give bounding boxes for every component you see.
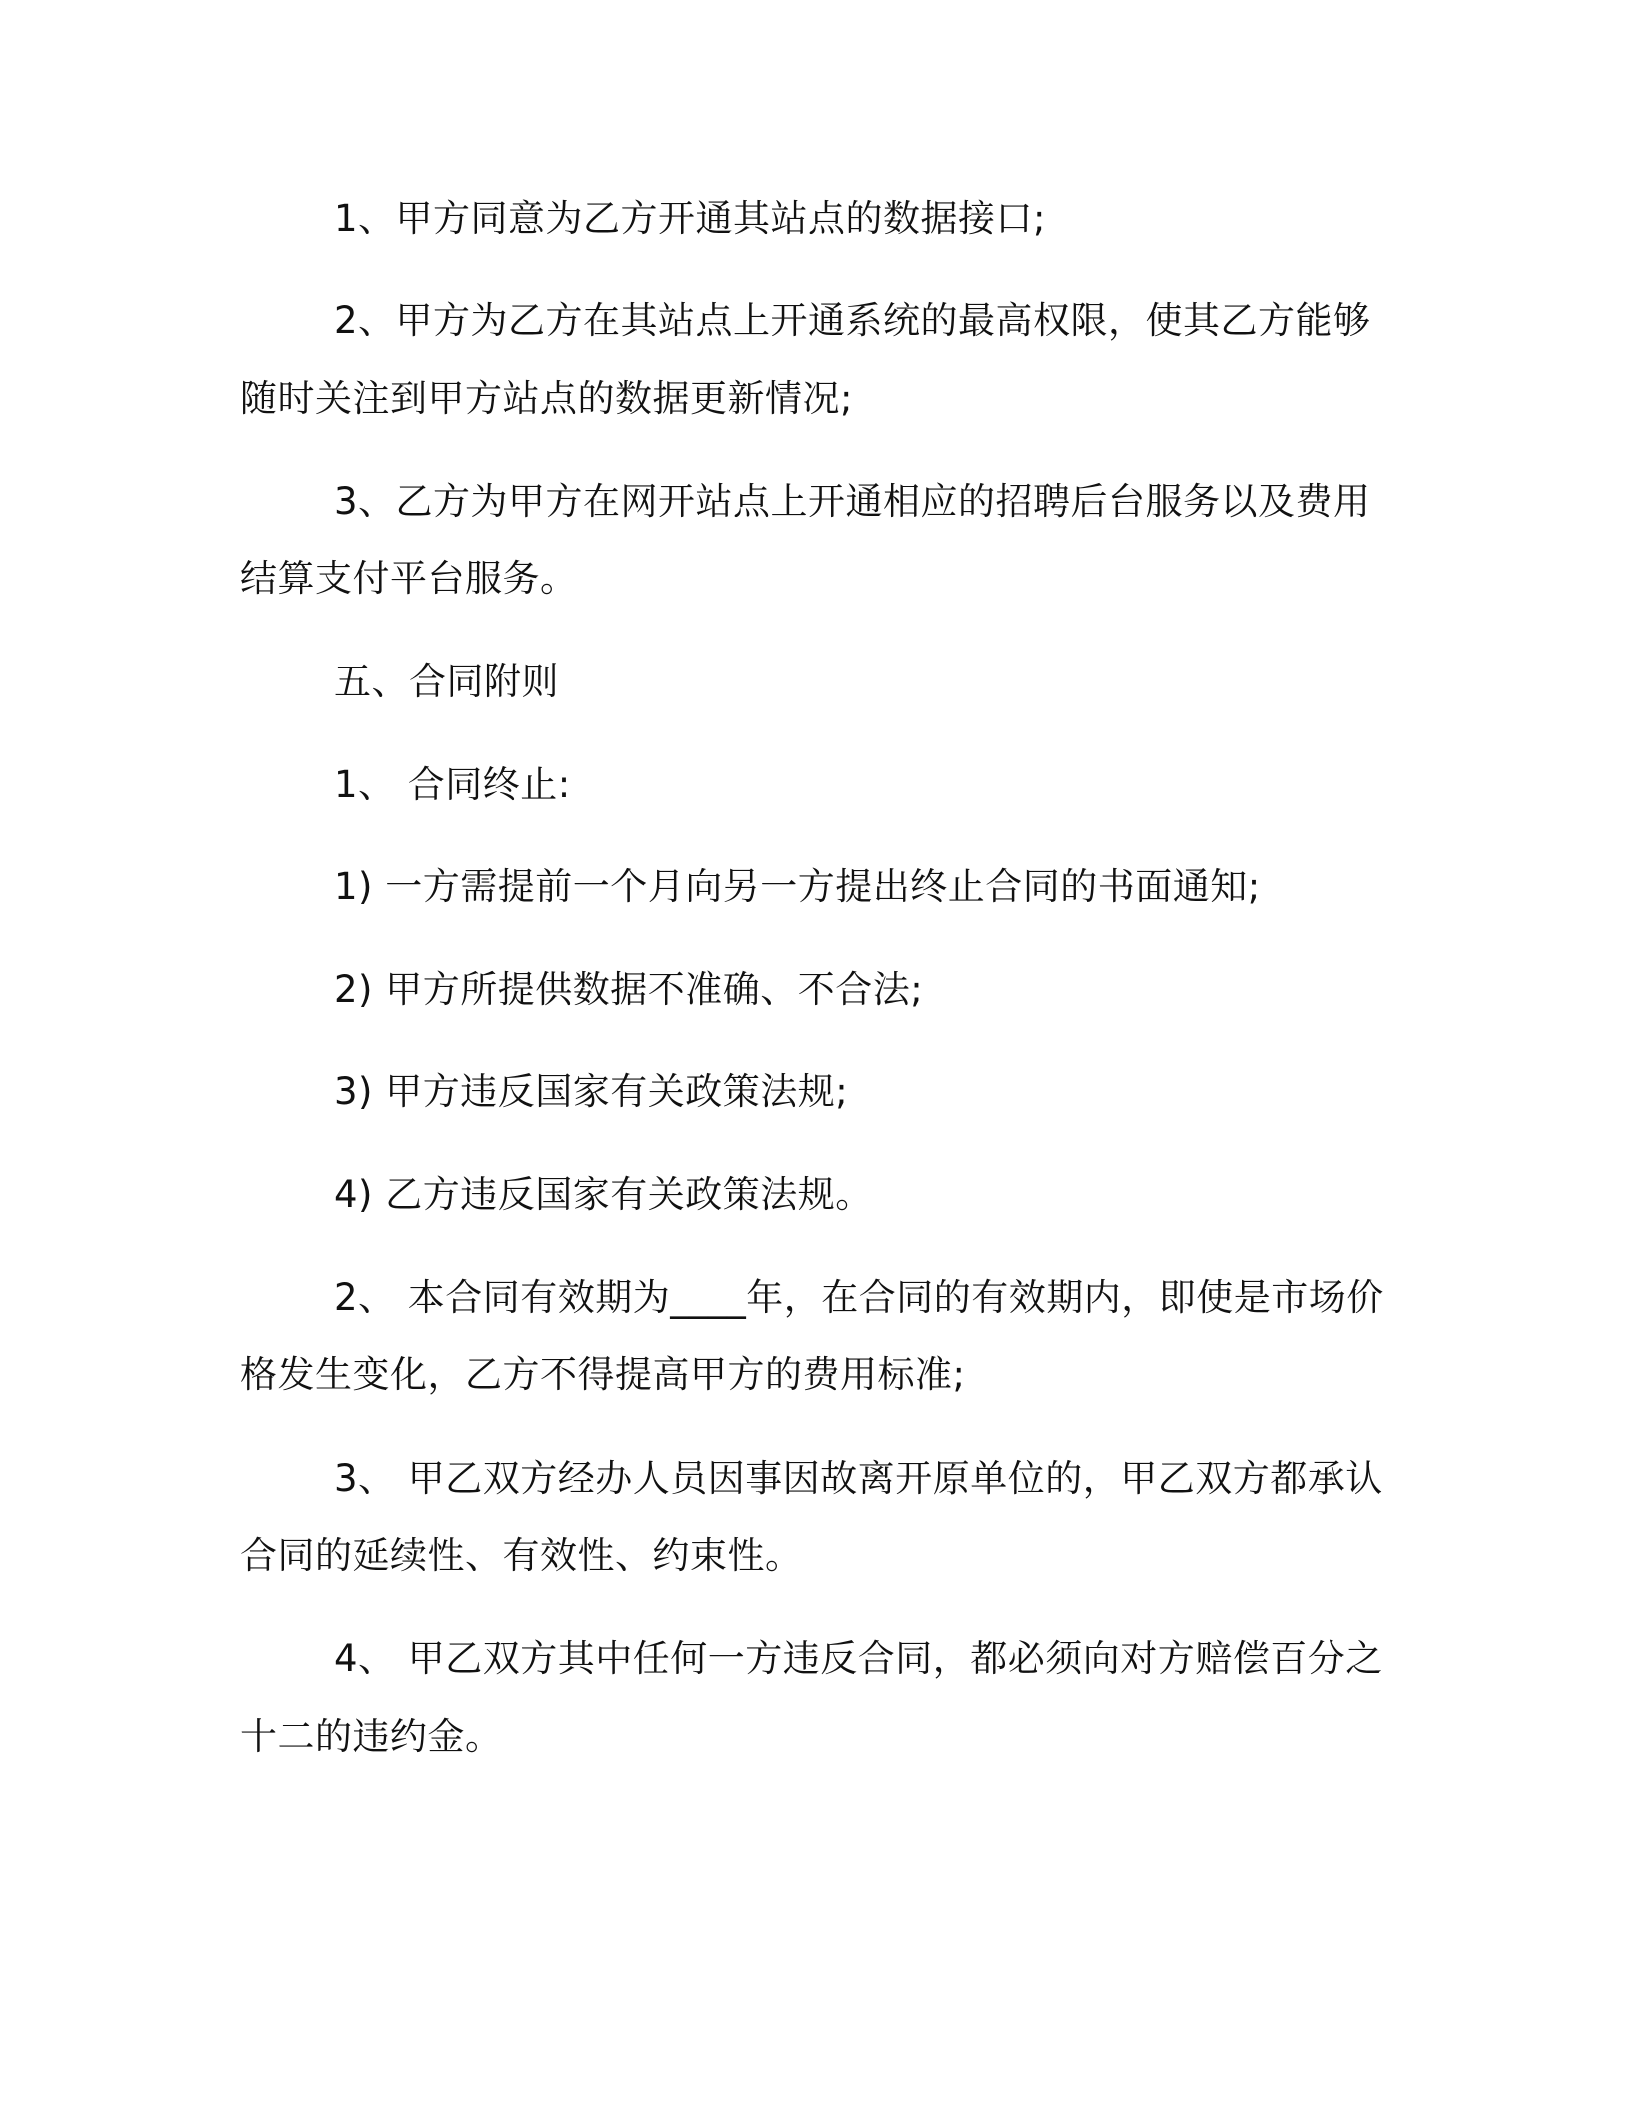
clause-item-3: 3、乙方为甲方在网开站点上开通相应的招聘后台服务以及费用 — [334, 480, 1371, 523]
termination-item-2: 2) 甲方所提供数据不准确、不合法; — [334, 968, 924, 1011]
clause-validity: 2、 本合同有效期为____年，在合同的有效期内，即使是市场价 — [334, 1276, 1384, 1319]
clause-continuity-continued: 合同的延续性、有效性、约束性。 — [240, 1534, 803, 1577]
termination-item-1: 1) 一方需提前一个月向另一方提出终止合同的书面通知; — [334, 865, 1261, 908]
clause-item-2-continued: 随时关注到甲方站点的数据更新情况; — [240, 377, 853, 420]
clause-item-2: 2、甲方为乙方在其站点上开通系统的最高权限，使其乙方能够 — [334, 299, 1371, 342]
clause-item-1: 1、甲方同意为乙方开通其站点的数据接口; — [334, 197, 1047, 240]
termination-item-4: 4) 乙方违反国家有关政策法规。 — [334, 1173, 873, 1216]
clause-penalty: 4、 甲乙双方其中任何一方违反合同，都必须向对方赔偿百分之 — [334, 1637, 1383, 1680]
termination-item-3: 3) 甲方违反国家有关政策法规; — [334, 1070, 849, 1113]
section-heading: 五、合同附则 — [334, 660, 559, 703]
clause-item-3-continued: 结算支付平台服务。 — [240, 557, 578, 600]
clause-penalty-continued: 十二的违约金。 — [240, 1715, 503, 1758]
clause-continuity: 3、 甲乙双方经办人员因事因故离开原单位的，甲乙双方都承认 — [334, 1457, 1383, 1500]
clause-validity-continued: 格发生变化，乙方不得提高甲方的费用标准; — [240, 1353, 966, 1396]
subsection-termination: 1、 合同终止: — [334, 763, 571, 806]
